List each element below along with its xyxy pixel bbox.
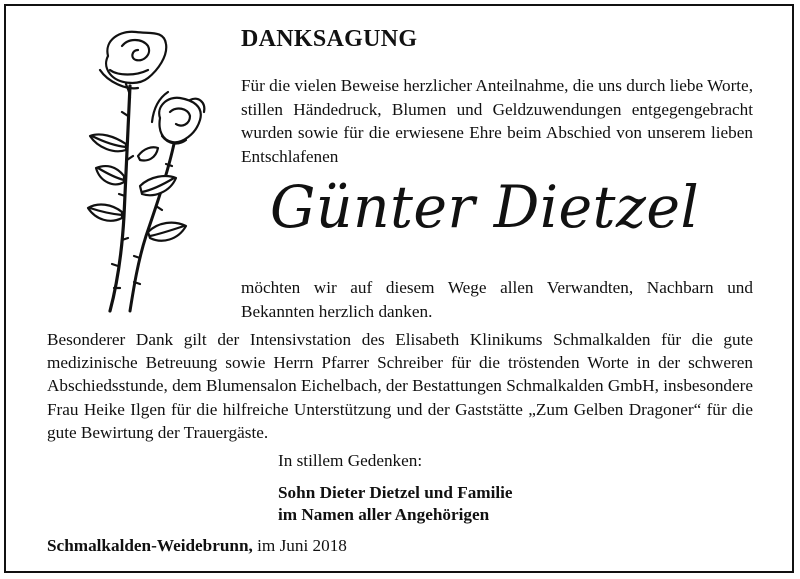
- memory-line: In stillem Gedenken:: [278, 451, 423, 470]
- signature-line-1: Sohn Dieter Dietzel und Familie: [278, 483, 513, 502]
- rose-icon: [78, 26, 216, 316]
- place-name: Schmalkalden-Weidebrunn,: [47, 536, 253, 555]
- intro-paragraph: Für die vielen Beweise herzlicher Anteilnahme, die uns durch liebe Worte, stillen Händedruck, Blumen und Geldzuwendungen entgegengebracht wurden sowie für die erwiesene Ehre beim Abschied von unserem lieben Entschlafenen: [241, 76, 753, 166]
- signature-block: [278, 482, 513, 526]
- place-date-line: [47, 536, 347, 556]
- thanks-paragraph: möchten wir auf diesem Wege allen Verwandten, Nachbarn und Bekannten herzlich danken.: [241, 278, 753, 321]
- signature-line-2: im Namen aller Angehörigen: [278, 505, 490, 524]
- date-text: im Juni 2018: [257, 536, 347, 555]
- deceased-name: Günter Dietzel: [270, 173, 700, 241]
- page-title: DANKSAGUNG: [241, 26, 418, 52]
- special-thanks-paragraph: Besonderer Dank gilt der Intensivstation des Elisabeth Klinikums Schmalkalden für die gute medizinische Betreuung sowie Herrn Pfarrer Schreiber für die tröstenden Worte in der schweren Abschiedsstunde, dem Blumensalon Eichelbach, der Bestattungen Schmalkalden GmbH, insbesondere Frau Heike Ilgen für die hilfreiche Unterstützung und der Gaststätte „Zum Gelben Dragoner“ für die gute Bewirtung der Trauergäste.: [47, 330, 753, 442]
